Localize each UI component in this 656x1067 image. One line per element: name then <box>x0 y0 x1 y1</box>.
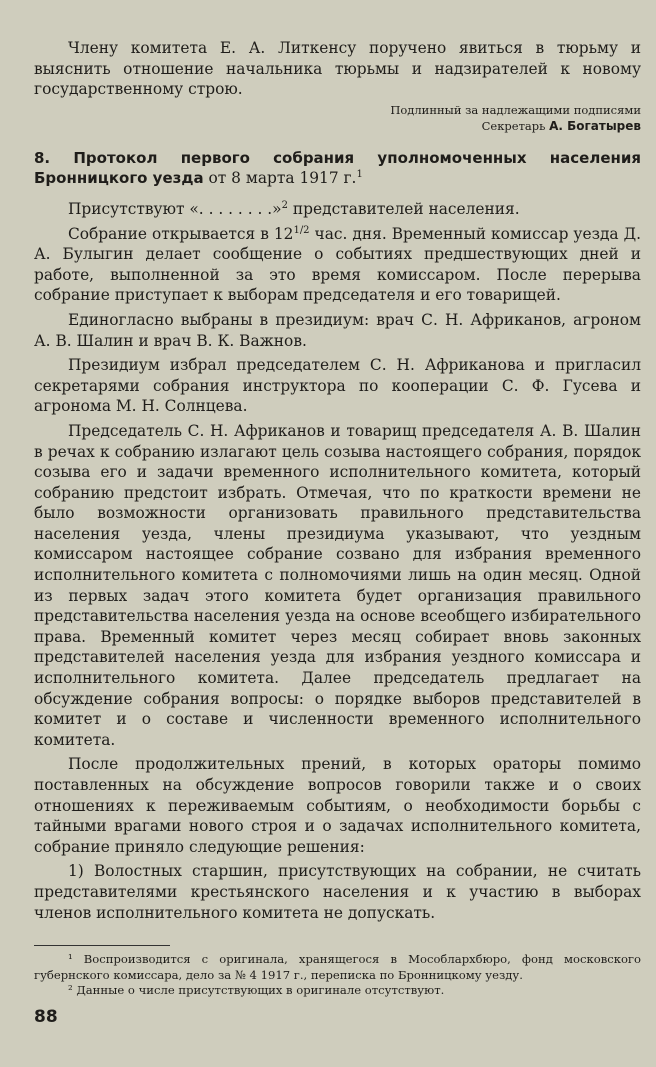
signature-block <box>34 102 641 134</box>
signature-line-1: Подлинный за надлежащими подписями <box>390 102 641 117</box>
title-bold: 8. Протокол первого собрания уполномоченных населения Бронницкого уезда <box>34 148 641 188</box>
page-number: 88 <box>34 1007 58 1027</box>
title-date: от 8 марта 1917 г. <box>208 169 357 188</box>
paragraph: Председатель С. Н. Африканов и товарищ председателя А. В. Шалин в речах к собранию излагают цель созыва настоящего собрания, порядок созыва его и задачи временного исполнительного комитета, который собранию предстоит избрать. Отмечая, что по краткости времени не было возможности организовать правильного представительства населения уезда, члены президиума указывают, что уездным комиссаром настоящее собрание созвано для избрания временного исполнительного комитета с полномочиями лишь на один месяц. Одной из первых задач этого комитета будет организация правильного представительства населения уезда на основе всеобщего избирательного права. Временный комитет через месяц собирает вновь законных представителей населения уезда для избрания уездного комиссара и исполнительного комитета. Далее председатель предлагает на обсуждение собрания вопросы: о порядке выборов представителей в комитет и о составе и численности временного исполнительного комитета. <box>34 421 641 749</box>
present-line <box>34 199 641 220</box>
footnote-ref-2: 2 <box>281 199 288 211</box>
opening-after: час. дня. Временный комиссар уезда Д. А. Булыгин делает сообщение о событиях предшествующих дней и работе, выполненной за это время комиссаром. После перерыва собрание приступает к выборам председателя и его товарищей. <box>34 224 641 305</box>
footnote-1: ¹ Воспроизводится с оригинала, хранящегося в Мособлархбюро, фонд московского губернского комиссара, дело за № 4 1917 г., переписка по Бронницкому уезду. <box>34 952 641 982</box>
paragraph: Единогласно выбраны в президиум: врач С. Н. Африканов, агроном А. В. Шалин и врач В. К. Важнов. <box>34 310 641 350</box>
signature-line-2 <box>34 118 641 134</box>
footnote-2: ² Данные о числе присутствующих в оригинале отсутствуют. <box>68 983 445 998</box>
signature-role: Секретарь <box>481 118 546 133</box>
top-section <box>34 38 641 100</box>
paragraph: После продолжительных прений, в которых ораторы помимо поставленных на обсуждение вопросов говорили также и о своих отношениях к переживаемым событиям, о необходимости борьбы с тайными врагами нового строя и о задачах исполнительного комитета, собрание приняло следующие решения: <box>34 755 641 856</box>
opening-before: Собрание открывается в 12 <box>68 224 294 243</box>
present-text-after: представителей населения. <box>292 199 520 218</box>
opening-paragraph <box>34 224 641 306</box>
footnote-divider <box>34 945 170 946</box>
main-section <box>34 224 641 924</box>
present-text-before: Присутствуют «. . . . . . . .» <box>68 199 282 218</box>
present-section <box>34 199 641 220</box>
footnotes <box>34 952 641 999</box>
paragraph: Члену комитета Е. А. Литкенсу поручено явиться в тюрьму и выяснить отношение начальника тюрьмы и надзирателей к новому государственному строю. <box>34 39 641 99</box>
signature-name: А. Богатырев <box>549 118 641 133</box>
paragraph: 1) Волостных старшин, присутствующих на собрании, не считать представителями крестьянского населения и к участию в выборах членов исполнительного комитета не допускать. <box>34 862 641 922</box>
footnote-ref-1: 1 <box>356 169 363 181</box>
paragraph: Президиум избрал председателем С. Н. Африканова и пригласил секретарями собрания инструктора по кооперации С. Ф. Гусева и агронома М. Н. Солнцева. <box>34 356 641 416</box>
document-title <box>34 148 641 189</box>
opening-fraction: 1/2 <box>293 224 310 236</box>
